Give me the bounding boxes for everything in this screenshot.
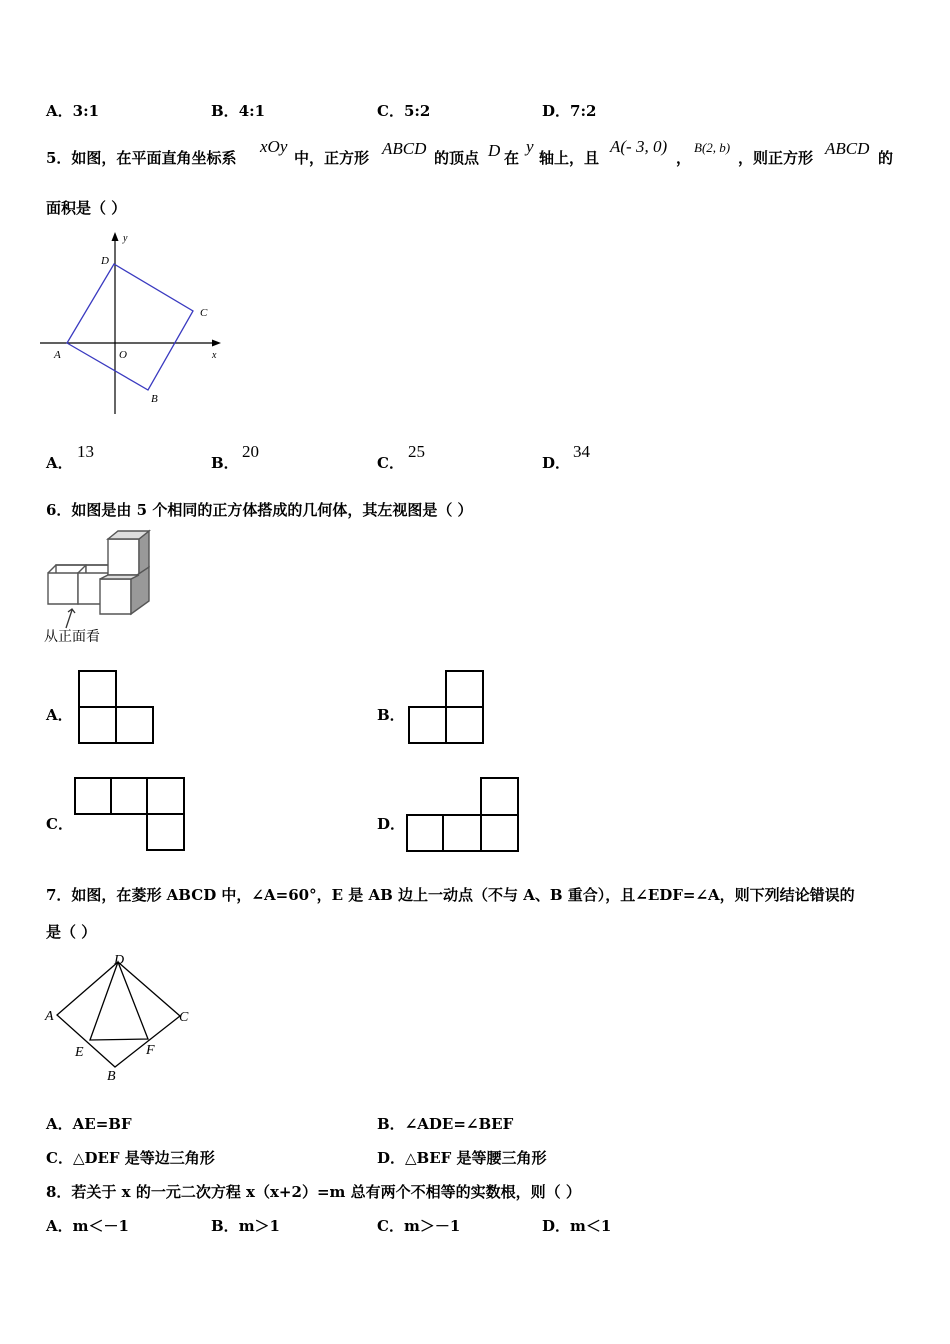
grid-square <box>146 777 185 815</box>
q5-option-c-value[interactable]: 25 <box>408 442 425 461</box>
y-axis-label: y <box>123 233 128 244</box>
point-e-label: E <box>75 1045 84 1060</box>
q5-stem-text: 轴上，且 <box>539 149 600 167</box>
cube-front-face <box>48 573 78 604</box>
q5-option-a-letter[interactable]: A． <box>46 454 73 472</box>
q5-option-c-letter[interactable]: C． <box>377 454 404 472</box>
q5-stem-text: ，则正方形 <box>738 149 814 167</box>
vertex-b-label: B <box>107 1069 116 1084</box>
q7-option-a[interactable]: A．AE=BF <box>46 1115 132 1133</box>
q5-math-point-b: B(2, b) <box>694 140 731 155</box>
q6-option-c-figure[interactable] <box>74 777 187 852</box>
x-axis-label: x <box>212 350 217 361</box>
q6-option-d-figure[interactable] <box>406 777 520 853</box>
square-abcd <box>67 264 193 390</box>
q5-option-d-letter[interactable]: D． <box>542 454 571 472</box>
q5-option-b-letter[interactable]: B． <box>211 454 239 472</box>
q5-stem-text: 中，正方形 <box>294 149 370 167</box>
q7-stem-line1: 7．如图，在菱形 ABCD 中，∠A=60°，E 是 AB 边上一动点（不与 A、B 重合），且∠EDF=∠A，则下列结论错误的 <box>46 886 855 904</box>
q5-math-y: y <box>526 137 534 156</box>
q6-option-b-letter[interactable]: B． <box>377 706 405 724</box>
q8-option-a[interactable]: A．m＜－1 <box>46 1217 129 1235</box>
q8-option-d[interactable]: D．m＜1 <box>542 1217 612 1235</box>
q6-option-c-letter[interactable]: C． <box>46 815 73 833</box>
q6-stem: 6．如图是由 5 个相同的正方体搭成的几何体，其左视图是（ ） <box>46 501 473 519</box>
q5-math-abcd: ABCD <box>825 139 870 158</box>
q5-coordinate-figure <box>40 228 225 418</box>
q6-option-a-figure[interactable] <box>78 670 156 745</box>
vertex-b-label: B <box>151 393 158 405</box>
q4-option-c[interactable]: C．5:2 <box>377 102 431 120</box>
grid-square <box>480 814 519 852</box>
grid-square <box>408 706 447 744</box>
q6-option-a-letter[interactable]: A． <box>46 706 73 724</box>
q7-option-c[interactable]: C．△DEF 是等边三角形 <box>46 1149 215 1167</box>
grid-square <box>115 706 154 744</box>
origin-label: O <box>119 349 127 361</box>
q5-stem-text: 5．如图，在平面直角坐标系 <box>46 149 237 167</box>
grid-square <box>78 706 117 744</box>
view-arrow <box>66 610 72 628</box>
grid-square <box>480 777 519 816</box>
q5-stem-text: 的 <box>878 149 894 167</box>
vertex-d-label: D <box>101 255 109 267</box>
q5-option-a-value[interactable]: 13 <box>77 442 94 461</box>
q5-option-b-value[interactable]: 20 <box>242 442 259 461</box>
grid-square <box>406 814 444 852</box>
q5-stem-line2: 面积是（ ） <box>46 199 127 217</box>
cube-front-face <box>100 579 131 614</box>
q7-rhombus-figure <box>42 950 197 1087</box>
point-f-label: F <box>146 1043 155 1058</box>
q5-math-xoy: xOy <box>260 137 288 156</box>
cube-top-face <box>100 575 139 579</box>
q6-option-d-letter[interactable]: D． <box>377 815 406 833</box>
q7-option-b[interactable]: B．∠ADE=∠BEF <box>377 1115 514 1133</box>
q5-option-d-value[interactable]: 34 <box>573 442 590 461</box>
grid-square <box>445 670 484 708</box>
q8-stem: 8．若关于 x 的一元二次方程 x（x+2）=m 总有两个不相等的实数根，则（ ） <box>46 1183 581 1201</box>
y-axis-arrow-icon <box>112 232 119 241</box>
q4-option-d[interactable]: D．7:2 <box>542 102 597 120</box>
grid-square <box>74 777 112 815</box>
grid-square <box>78 670 117 708</box>
x-axis-arrow-icon <box>212 340 221 347</box>
q6-view-caption: 从正面看 <box>44 629 100 645</box>
vertex-a-label: A <box>45 1009 54 1024</box>
grid-square <box>445 706 484 744</box>
q7-option-d[interactable]: D．△BEF 是等腰三角形 <box>377 1149 547 1167</box>
cube-front-face <box>108 539 139 575</box>
q5-math-d: D <box>488 141 501 160</box>
vertex-d-label: D <box>114 953 125 968</box>
q5-math-point-a: A(- 3, 0) <box>610 137 668 156</box>
q8-option-c[interactable]: C．m＞－1 <box>377 1217 461 1235</box>
vertex-c-label: C <box>179 1010 189 1025</box>
q5-math-abcd: ABCD <box>382 139 427 158</box>
q7-stem-line2: 是（ ） <box>46 923 97 941</box>
grid-square <box>146 813 185 851</box>
vertex-a-label: A <box>54 349 61 361</box>
q5-comma: ， <box>676 149 692 167</box>
q4-option-a[interactable]: A．3:1 <box>46 102 100 120</box>
grid-square <box>110 777 148 815</box>
q5-stem-text: 在 <box>504 149 520 167</box>
triangle-def <box>90 962 148 1040</box>
vertex-c-label: C <box>200 307 208 319</box>
grid-square <box>442 814 482 852</box>
q4-option-b[interactable]: B．4:1 <box>211 102 266 120</box>
q6-option-b-figure[interactable] <box>408 670 486 745</box>
q8-option-b[interactable]: B．m＞1 <box>211 1217 280 1235</box>
q5-stem-text: 的顶点 <box>434 149 480 167</box>
